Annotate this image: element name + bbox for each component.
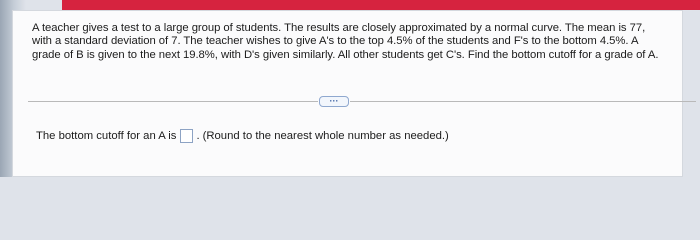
rounding-hint: (Round to the nearest whole number as needed.) (202, 130, 449, 142)
answer-prompt: The bottom cutoff for an A is (36, 130, 177, 142)
answer-line (36, 127, 449, 145)
more-options-button[interactable]: ··· (319, 96, 349, 107)
header-accent-bar (62, 0, 700, 10)
answer-period: . (196, 130, 200, 142)
divider-left (28, 101, 318, 102)
question-text: A teacher gives a test to a large group of students. The results are closely approximated by a normal curve. The mean is 77, with a standard deviation of 7. The teacher wishes to give A's to the top 4.5% of the students and F's to the bottom 4.5%. A grade of B is given to the next 19.8%, with D's given similarly. All other students get C's. Find the bottom cutoff for a grade of A. (32, 22, 659, 61)
answer-input-box[interactable] (180, 129, 193, 143)
divider-right (350, 101, 696, 102)
